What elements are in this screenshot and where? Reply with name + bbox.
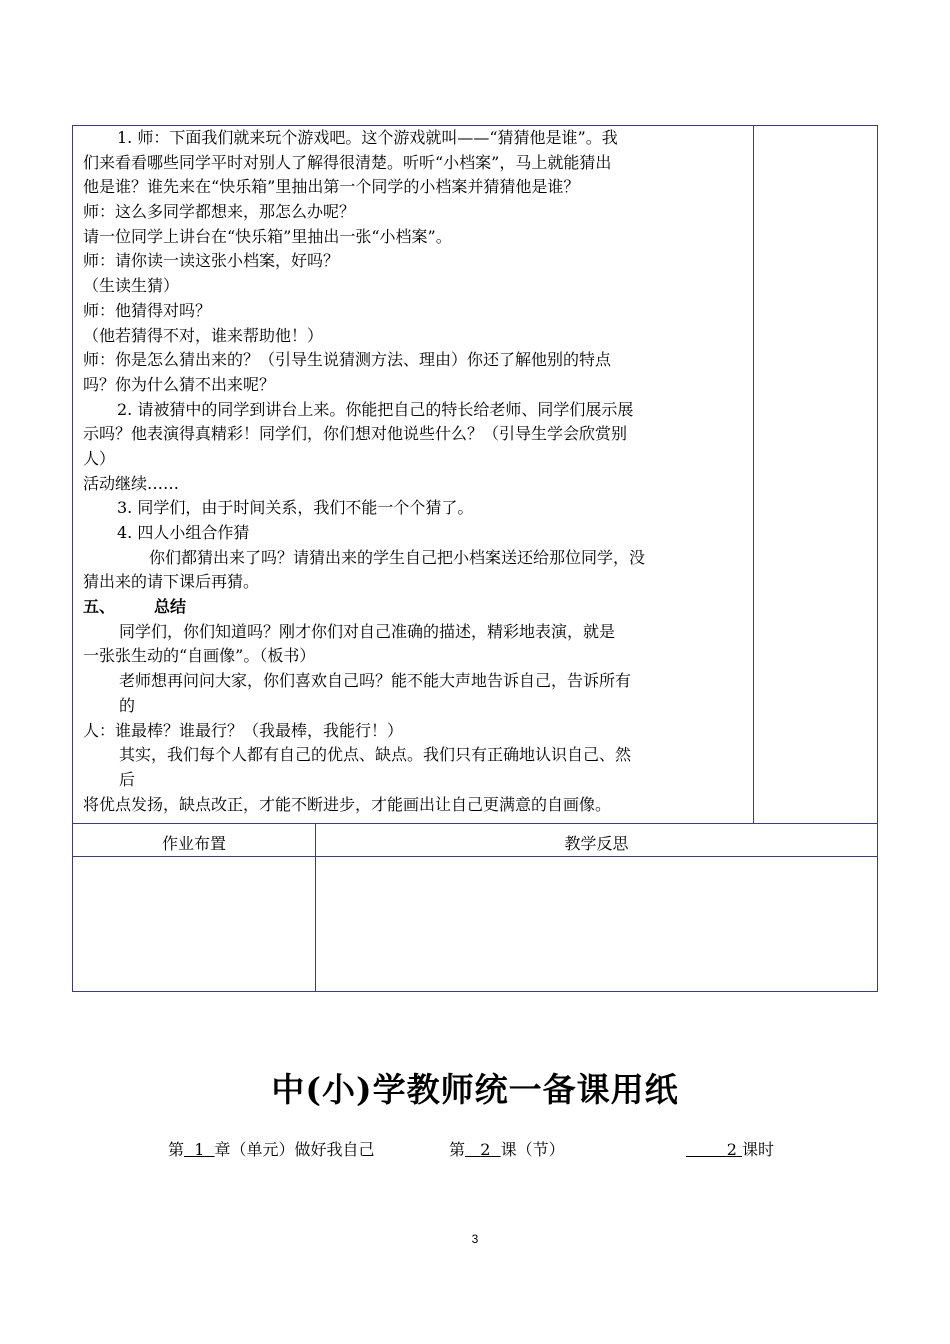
period-suffix: 课时 (741, 1140, 774, 1159)
lesson-line: （他若猜得不对，谁来帮助他！） (83, 325, 324, 345)
section-heading: 五、 总结 (83, 597, 186, 617)
chapter-title: 章（单元）做好我自己 (214, 1140, 375, 1159)
lesson-info (449, 1137, 565, 1160)
section-divider (73, 823, 877, 824)
lesson-line: 请一位同学上讲台在“快乐箱”里抽出一张“小档案”。 (83, 226, 452, 246)
lesson-line: 同学们，你们知道吗？刚才你们对自己准确的描述，精彩地表演，就是 (119, 621, 616, 641)
lesson-content (83, 126, 753, 817)
lesson-number: 2 (480, 1140, 491, 1159)
lesson-line: 老师想再问问大家，你们喜欢自己吗？能不能大声地告诉自己，告诉所有 (119, 671, 632, 691)
lesson-line: 师：他猜得对吗？ (83, 300, 212, 320)
chapter-info (168, 1137, 375, 1160)
lesson-line: 将优点发扬，缺点改正，才能不断进步，才能画出让自己更满意的自画像。 (83, 794, 612, 814)
lesson-line: 活动继续…… (83, 473, 180, 493)
lesson-line: 3. 同学们，由于时间关系，我们不能一个个猜了。 (117, 498, 474, 518)
lesson-line: 你们都猜出来了吗？请猜出来的学生自己把小档案送还给那位同学，没 (149, 547, 646, 567)
lesson-line: 人：谁最棒？谁最行？（我最棒，我能行！） (83, 720, 404, 740)
lesson-line: 其实，我们每个人都有自己的优点、缺点。我们只有正确地认识自己、然 (119, 745, 632, 765)
lesson-line: 吗？你为什么猜不出来呢？ (83, 374, 276, 394)
lesson-line: 4. 四人小组合作猜 (117, 523, 250, 542)
lesson-suffix: 课（节） (500, 1140, 565, 1159)
period-info (686, 1137, 774, 1160)
lesson-line: 师：这么多同学都想来，那怎么办呢？ (83, 202, 356, 222)
lesson-line: 人） (83, 448, 116, 468)
lesson-line: 一张张生动的“自画像”。（板书） (83, 646, 316, 666)
lesson-line: 们来看看哪些同学平时对别人了解得很清楚。听听“小档案”，马上就能猜出 (83, 152, 612, 172)
form-title: 中(小)学教师统一备课用纸 (271, 1070, 679, 1109)
lesson-line: 1. 师：下面我们就来玩个游戏吧。这个游戏就叫——“猜猜他是谁”。我 (117, 128, 618, 147)
lesson-line: 他是谁？谁先来在“快乐箱”里抽出第一个同学的小档案并猜猜他是谁？ (83, 177, 580, 197)
reflection-header: 教学反思 (564, 834, 629, 853)
period-number: 2 (726, 1140, 737, 1159)
chapter-number: 1 (194, 1140, 205, 1159)
chapter-prefix: 第 (168, 1140, 185, 1159)
page-number: 3 (471, 1232, 479, 1246)
lesson-line: 的 (119, 695, 136, 715)
lesson-line: 2. 请被猜中的同学到讲台上来。你能把自己的特长给老师、同学们展示展 (117, 399, 634, 419)
lesson-line: （生读生猜） (83, 276, 180, 296)
homework-header: 作业布置 (161, 834, 226, 853)
lesson-line: 师：你是怎么猜出来的？（引导生说猜测方法、理由）你还了解他别的特点 (83, 350, 612, 370)
lesson-line: 示吗？他表演得真精彩！同学们，你们想对他说些什么？（引导生学会欣赏别 (83, 424, 628, 444)
lesson-prefix: 第 (449, 1140, 466, 1159)
lesson-line: 猜出来的请下课后再猜。 (83, 572, 260, 592)
lesson-plan-table (72, 125, 878, 992)
lesson-line: 后 (119, 769, 136, 789)
lesson-line: 师：请你读一读这张小档案，好吗？ (83, 251, 340, 271)
right-column-divider (753, 126, 754, 823)
